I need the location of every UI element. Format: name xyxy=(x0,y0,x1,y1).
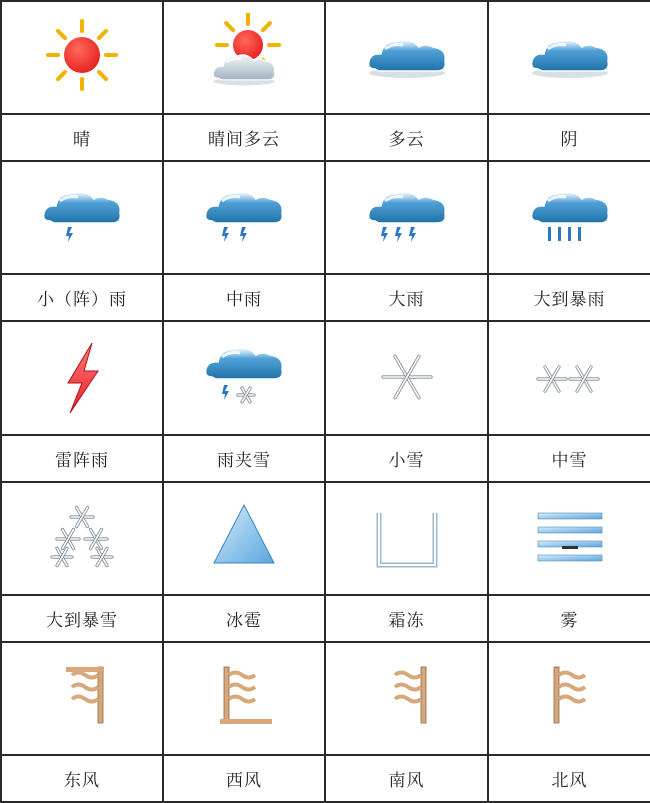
label-row xyxy=(1,755,650,802)
weather-icon-cell xyxy=(163,482,325,595)
weather-icon-cell xyxy=(1,1,163,114)
heavy-rain-icon xyxy=(357,173,457,263)
weather-label: 雾 xyxy=(488,595,650,642)
weather-icon-cell xyxy=(163,642,325,755)
light-snow-icon xyxy=(357,333,457,423)
weather-icon-cell xyxy=(1,161,163,274)
weather-icon-cell xyxy=(1,642,163,755)
weather-label: 中雨 xyxy=(163,274,325,321)
weather-label: 小雪 xyxy=(325,435,488,482)
icon-row xyxy=(1,482,650,595)
south-wind-icon xyxy=(357,653,457,743)
weather-label: 东风 xyxy=(1,755,163,802)
fog-icon xyxy=(520,493,620,583)
icon-row xyxy=(1,642,650,755)
rainstorm-icon xyxy=(520,173,620,263)
label-row xyxy=(1,435,650,482)
icon-row xyxy=(1,321,650,434)
weather-label: 阴 xyxy=(488,114,650,161)
weather-icon-cell xyxy=(488,642,650,755)
weather-label: 大到暴雨 xyxy=(488,274,650,321)
weather-label: 小（阵）雨 xyxy=(1,274,163,321)
weather-icon-cell xyxy=(488,482,650,595)
weather-icon-cell xyxy=(1,482,163,595)
weather-icon-cell xyxy=(325,161,488,274)
moderate-snow-icon xyxy=(520,333,620,423)
icon-row xyxy=(1,161,650,274)
weather-icon-cell xyxy=(325,1,488,114)
weather-icon-cell xyxy=(488,1,650,114)
sleet-icon xyxy=(194,333,294,423)
weather-label: 中雪 xyxy=(488,435,650,482)
cloudy-icon xyxy=(357,13,457,103)
weather-label: 大雨 xyxy=(325,274,488,321)
thunder-icon xyxy=(32,333,132,423)
light-rain-icon xyxy=(32,173,132,263)
frost-icon xyxy=(357,493,457,583)
weather-label: 雷阵雨 xyxy=(1,435,163,482)
label-row xyxy=(1,274,650,321)
weather-icon-cell xyxy=(488,321,650,434)
icon-row xyxy=(1,1,650,114)
label-row xyxy=(1,595,650,642)
weather-icon-cell xyxy=(325,642,488,755)
weather-label: 大到暴雪 xyxy=(1,595,163,642)
heavy-snow-icon xyxy=(32,493,132,583)
weather-label: 多云 xyxy=(325,114,488,161)
weather-icon-cell xyxy=(488,161,650,274)
weather-label: 北风 xyxy=(488,755,650,802)
weather-label: 霜冻 xyxy=(325,595,488,642)
west-wind-icon xyxy=(194,653,294,743)
weather-icon-cell xyxy=(163,161,325,274)
weather-icon-cell xyxy=(325,482,488,595)
partly-cloudy-icon xyxy=(194,13,294,103)
east-wind-icon xyxy=(32,653,132,743)
weather-icon-cell xyxy=(163,321,325,434)
weather-icon-cell xyxy=(1,321,163,434)
weather-label: 晴间多云 xyxy=(163,114,325,161)
sunny-icon xyxy=(32,13,132,103)
hail-icon xyxy=(194,493,294,583)
label-row xyxy=(1,114,650,161)
weather-label: 西风 xyxy=(163,755,325,802)
north-wind-icon xyxy=(520,653,620,743)
moderate-rain-icon xyxy=(194,173,294,263)
overcast-icon xyxy=(520,13,620,103)
weather-icon-cell xyxy=(325,321,488,434)
weather-label: 冰雹 xyxy=(163,595,325,642)
weather-label: 南风 xyxy=(325,755,488,802)
weather-label: 晴 xyxy=(1,114,163,161)
weather-label: 雨夹雪 xyxy=(163,435,325,482)
weather-icon-cell xyxy=(163,1,325,114)
